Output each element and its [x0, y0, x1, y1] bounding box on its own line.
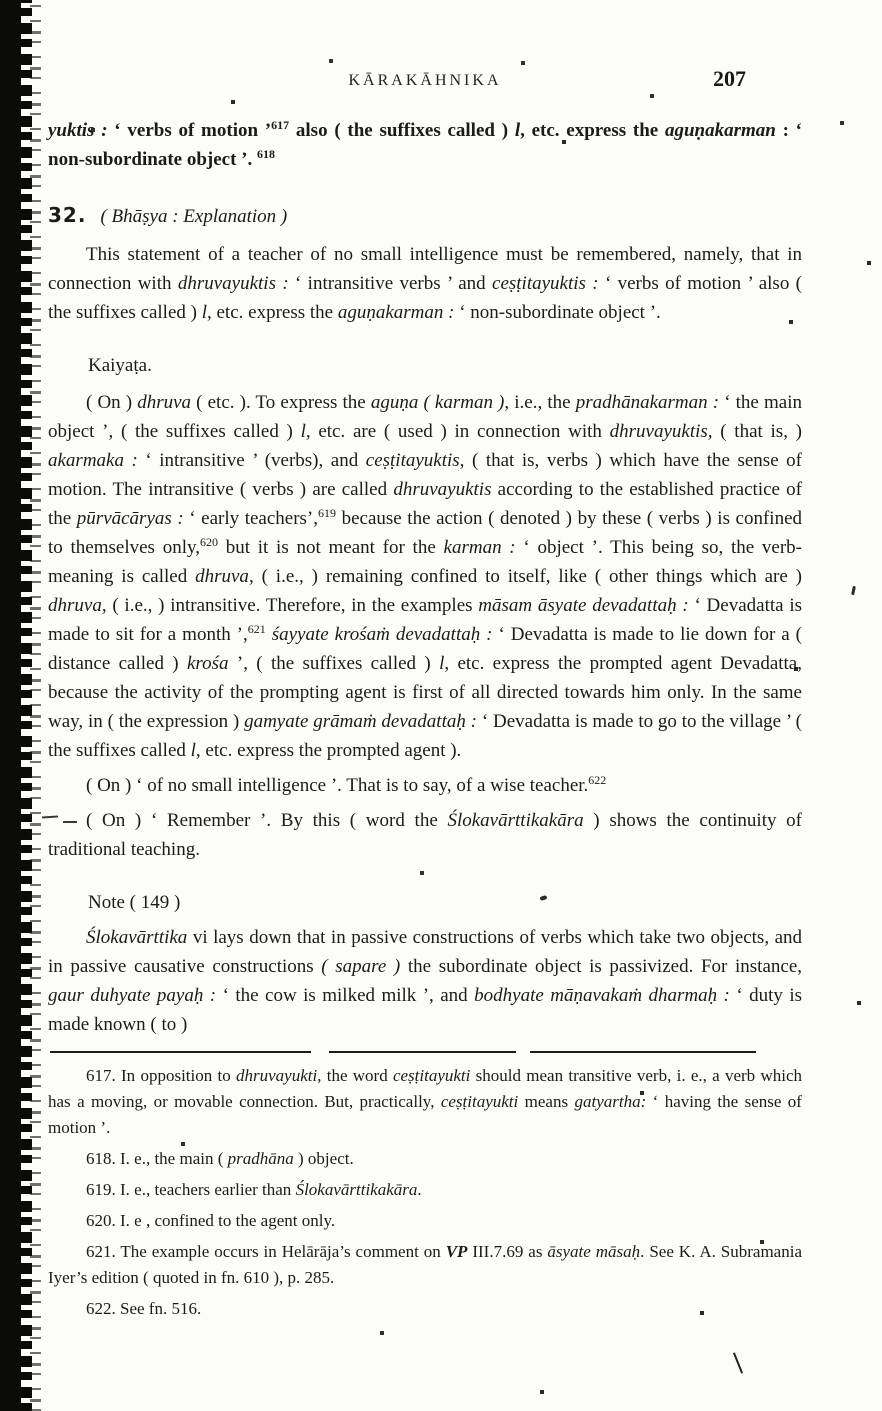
section-number: 32.	[48, 203, 87, 227]
running-title: KĀRAKĀHNIKA	[348, 72, 502, 89]
on-intelligence-paragraph: ( On ) ‘ of no small intelligence ’. That is to say, of a wise teacher.$^{622}$	[86, 773, 607, 796]
footnote-621: 621. The example occurs in Helārāja’s comment on VP III.7.69 as āsyate māsaḥ. See K. A. Subramania Iyer’s edition ( quoted in fn. 610 ), p. 285.	[48, 1242, 802, 1287]
section-heading-line	[48, 200, 802, 232]
footnote-618: 618. I. e., the main ( pradhāna ) object.	[86, 1149, 354, 1168]
footnotes-block	[48, 1063, 802, 1322]
note-heading: Note ( 149 )	[88, 892, 181, 913]
footnote-619: 619. I. e., teachers earlier than Ślokavārttikakāra.	[86, 1180, 422, 1199]
scan-edge-core	[0, 0, 21, 1411]
scan-speckles	[0, 0, 2, 2]
footnote-622: 622. See fn. 516.	[86, 1299, 202, 1318]
scan-edge-ragged	[19, 0, 32, 1411]
intro-paragraph: yuktis : ‘ verbs of motion ’$^{617}$ also ( the suffixes called ) l, etc. express the aguṇakarman : ‘ non-subordinate object ’. $^{618}$	[48, 118, 802, 170]
page-number: 207	[713, 66, 746, 91]
running-head	[48, 66, 802, 94]
on-remember-paragraph: ( On ) ‘ Remember ’. By this ( word the Ślokavārttikakāra ) shows the continuity of traditional teaching.	[48, 810, 802, 860]
footnote-620: 620. I. e , confined to the agent only.	[86, 1211, 336, 1230]
scan-edge-dots	[30, 0, 41, 1411]
page-content	[48, 66, 802, 1327]
footnote-617: 617. In opposition to dhruvayukti, the word ceṣṭitayukti should mean transitive verb, i. e., a verb which has a moving, or movable connection. But, practically, ceṣṭitayukti means gatyartha: ‘ having the sense of motion ’.	[48, 1066, 802, 1137]
kaiyata-paragraph: ( On ) dhruva ( etc. ). To express the aguṇa ( karman ), i.e., the pradhānakarman : ‘ the main object ’, ( the suffixes called ) l, etc. are ( used ) in connection with dhruvayuktis, ( that is, ) akarmaka : ‘ intransitive ’ (verbs), and ceṣṭitayuktis, ( that is, verbs ) which have the sense of motion. The intransitive ( verbs ) are called dhruvayuktis according to the established practice of the pūrvācāryas : ‘ early teachers’,$^{619}$ because the action ( denoted ) by these ( verbs ) is confined to themselves only,$^{620}$ but it is not meant for the karman : ‘ object ’. This being so, the verb-meaning is called dhruva, ( i.e., ) remaining confined to itself, like ( other things which are ) dhruva, ( i.e., ) intransitive. Therefore, in the examples māsam āsyate devadattaḥ : ‘ Devadatta is made to sit for a month ’,$^{621}$ śayyate krośaṁ devadattaḥ : ‘ Devadatta is made to lie down for a ( distance called ) krośa ’, ( the suffixes called ) l, etc. express the prompted agent Devadatta, because the activity of the prompting agent is first of all directed towards him only. In the same way, in ( the expression ) gamyate grāmaṁ devadattaḥ : ‘ Devadatta is made to go to the village ’ ( the suffixes called l, etc. express the prompted agent ).	[48, 392, 803, 761]
bhasya-paragraph: This statement of a teacher of no small intelligence must be remembered, namely, that in connection with dhruvayuktis : ‘ intransitive verbs ’ and ceṣṭitayuktis : ‘ verbs of motion ’ also ( the suffixes called ) l, etc. express the aguṇakarman : ‘ non-subordinate object ’.	[48, 244, 802, 323]
note-paragraph: Ślokavārttika vi lays down that in passive constructions of verbs which take two objects, and in passive causative constructions ( sapare ) the subordinate object is passivized. For instance, gaur duhyate payaḥ : ‘ the cow is milked milk ’, and bodhyate māṇavakaṁ dharmaḥ : ‘ duty is made known ( to )	[48, 927, 803, 1035]
stray-apostrophe-mark	[851, 586, 856, 595]
section-heading: ( Bhāṣya : Explanation )	[100, 206, 288, 227]
footnote-separator	[50, 1051, 756, 1053]
scan-edge-left	[0, 0, 46, 1411]
kaiyata-heading: Kaiyaṭa.	[88, 355, 152, 376]
stray-backslash-mark	[733, 1352, 743, 1373]
